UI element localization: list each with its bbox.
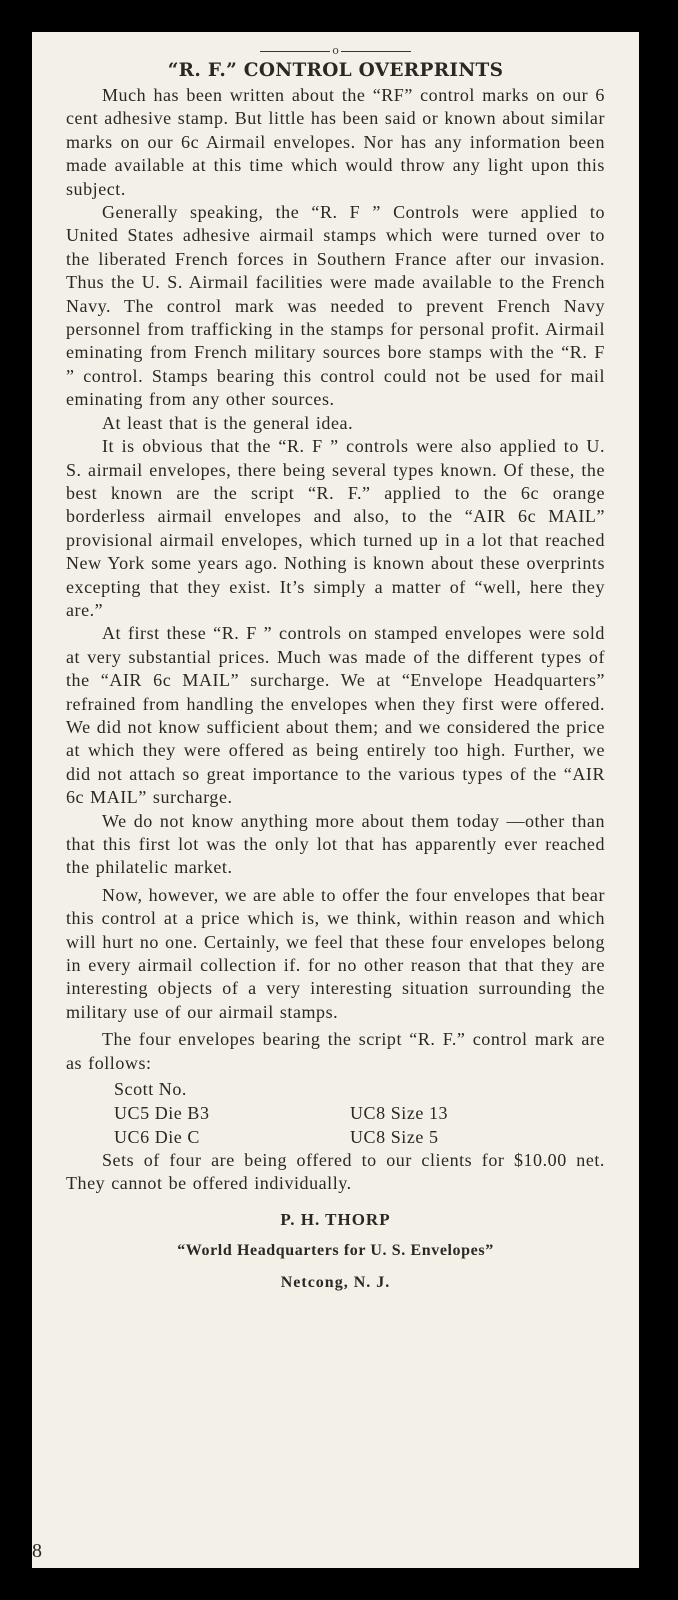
ornament-rule-left — [260, 51, 330, 52]
paragraph-4: It is obvious that the “R. F ” controls were also applied to U. S. airmail envelopes, there being several types known. Of these, the best known are the script “R. F.” applied to the 6c orange borderless airmail envelopes and also, to the “AIR 6c MAIL” provisional airmail envelopes, which turned up in a lot that reached New York some years ago. Nothing is known about these overprints excepting that they exist. It’s simply a matter of “well, here they are.” — [66, 436, 605, 620]
envelope-list-row — [114, 1101, 605, 1125]
paragraph-3: At least that is the general idea. — [102, 412, 354, 433]
ornament-rule-right — [341, 51, 411, 52]
signature-name: P. H. THORP — [280, 1209, 391, 1229]
envelope-cell: UC8 Size 13 — [350, 1103, 449, 1124]
title-ornament — [66, 46, 605, 56]
closing-body — [66, 1149, 605, 1196]
envelope-list-row — [114, 1125, 605, 1149]
closing-paragraph: Sets of four are being offered to our clients for $10.00 net. They cannot be offered individually. — [66, 1150, 605, 1194]
paragraph-8: The four envelopes bearing the script “R. F.” control mark are as follows: — [66, 1029, 605, 1073]
signature-tagline: “World Headquarters for U. S. Envelopes” — [177, 1241, 494, 1259]
envelope-list-header — [114, 1077, 605, 1101]
paragraph-5: At first these “R. F ” controls on stamped envelopes were sold at very substantial prices. Much was made of the different types of the “AIR 6c MAIL” surcharge. We at “Envelope Headquarters” refrained from handling the envelopes when they first were offered. We did not know sufficient about them; and we considered the price at which they were offered as being entirely too high. Further, we did not attach so great importance to the various types of the “AIR 6c MAIL” surcharge. — [66, 623, 605, 808]
paragraph-2: Generally speaking, the “R. F ” Controls were applied to United States adhesive airmail stamps which were turned over to the liberated French forces in Southern France after our invasion. Thus the U. S. Airmail facilities were made available to the French Navy. The control mark was needed to prevent French Navy personnel from trafficking in the stamps for personal profit. Airmail eminating from French military sources bore stamps with the “R. F ” control. Stamps bearing this control could not be used for mail eminating from any other sources. — [66, 202, 605, 410]
page-number: 8 — [32, 1540, 42, 1562]
envelope-cell: UC8 Size 5 — [350, 1127, 439, 1148]
envelope-cell: UC5 Die B3 — [114, 1103, 210, 1124]
envelope-cell: UC6 Die C — [114, 1127, 200, 1148]
paragraph-1: Much has been written about the “RF” control marks on our 6 cent adhesive stamp. But little has been said or known about similar marks on our 6c Airmail envelopes. Nor has any information been made available at this time which would throw any light upon this subject. — [66, 85, 605, 199]
envelope-list — [114, 1077, 605, 1149]
ornament-circle: o — [332, 44, 339, 57]
paragraph-6: We do not know anything more about them today —other than that this first lot was the only lot that has apparently ever reached the philatelic market. — [66, 810, 605, 878]
paragraph-7: Now, however, we are able to offer the four envelopes that bear this control at a price which is, we think, within reason and which will hurt no one. Certainly, we feel that these four envelopes belong in every airmail collection if. for no other reason that that they are interesting objects of a very interesting situation surrounding the military use of our airmail stamps. — [66, 884, 605, 1022]
scott-number-heading: Scott No. — [114, 1079, 187, 1100]
article-body — [66, 84, 605, 1075]
document-title: “R. F.” CONTROL OVERPRINTS — [167, 60, 504, 81]
signature-place: Netcong, N. J. — [280, 1273, 391, 1291]
document-page — [32, 32, 639, 1568]
